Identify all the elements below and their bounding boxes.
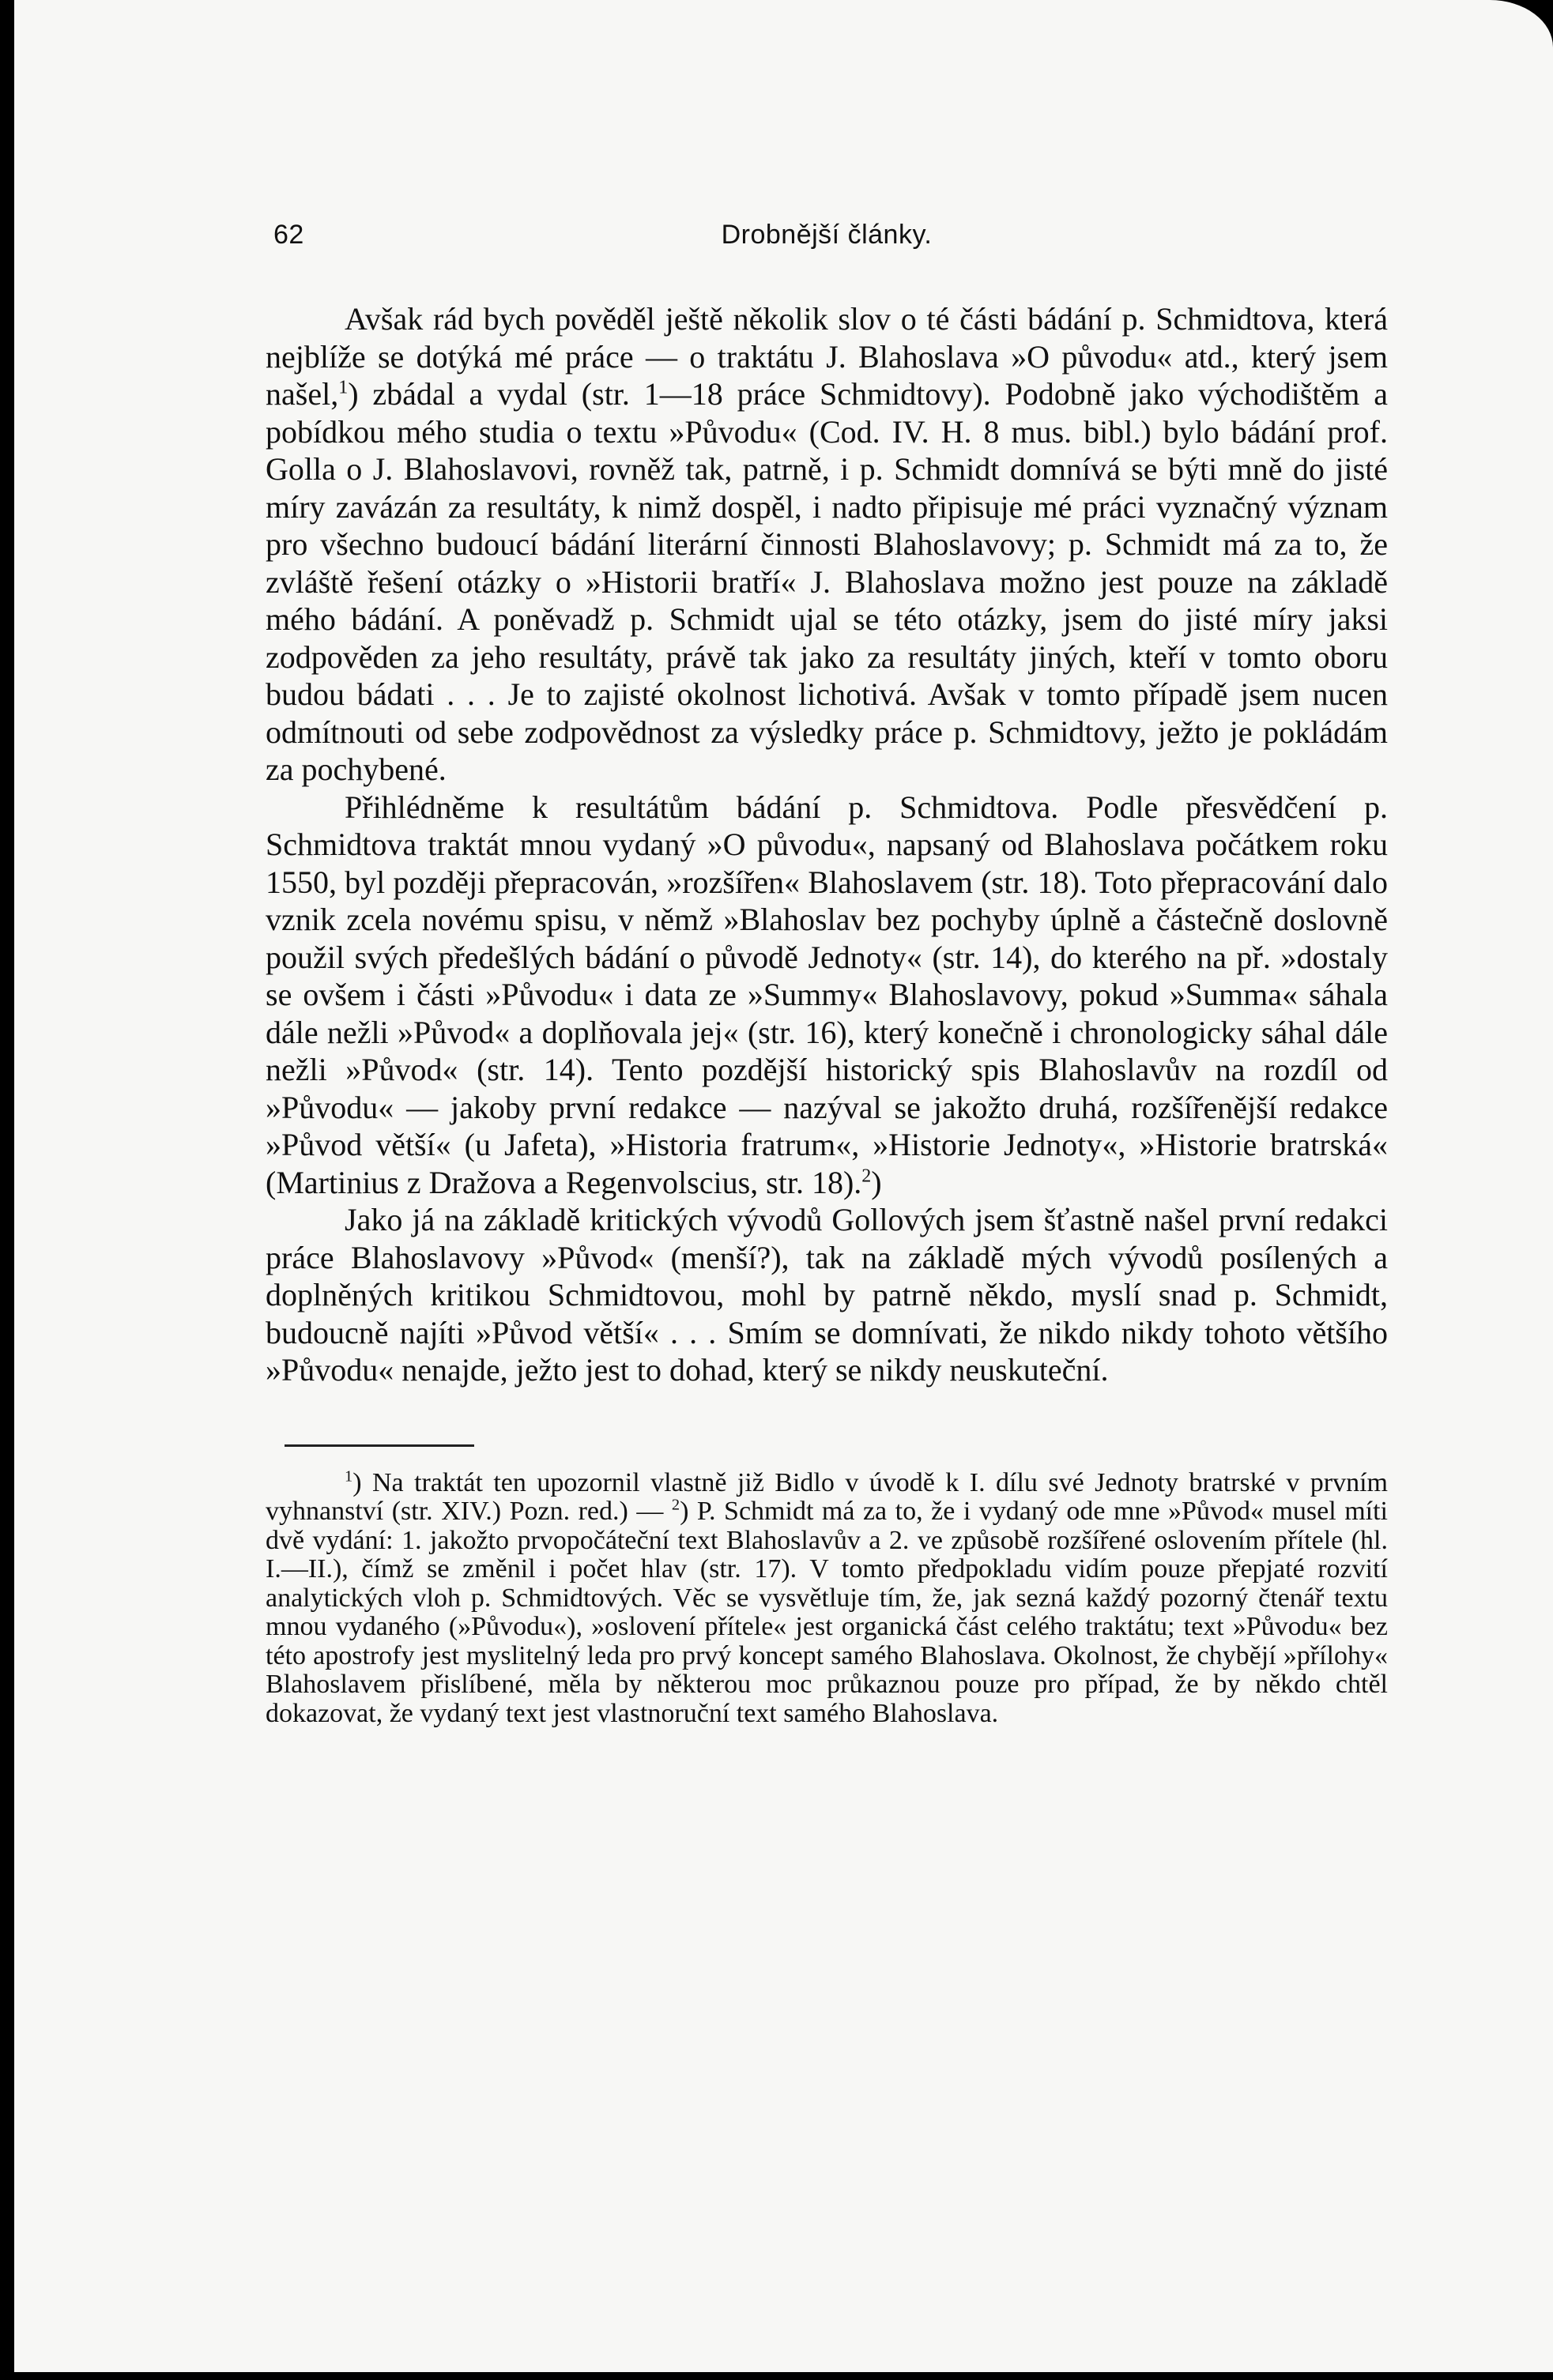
paragraph-2-text-a: Přihlédněme k resultátům bádání p. Schmidtova. Podle přesvědčení p. Schmidtova traktát mnou vydaný »O původu«, napsaný od Blahoslava počátkem roku 1550, byl později přepracován, »rozšířen« Blahoslavem (str. 18). Toto přepracování dalo vznik zcela novému spisu, v němž »Blahoslav bez pochyby úplně a částečně doslovně použil svých předešlých bádání o původě Jednoty« (str. 14), do kterého na př. »dostaly se ovšem i části »Původu« i data ze »Summy« Blahoslavovy, pokud »Summa« sáhala dále nežli »Původ« a doplňovala jej« (str. 16), který konečně i chronologicky sáhal dále nežli »Původ« (str. 14). Tento pozdější historický spis Blahoslavův na rozdíl od »Původu« — jakoby první redakce — nazýval se jakožto druhá, rozšířenější redakce »Původ větší« (u Jafeta), »Historia fratrum«, »Historie Jednoty«, »Historie bratrská« (Martinius z Dražova a Regenvolscius, str. 18). bbox=[266, 789, 1388, 1200]
page-number: 62 bbox=[273, 220, 304, 250]
body-text bbox=[266, 300, 1388, 1389]
footnote-separator bbox=[285, 1444, 474, 1447]
footnote-ref-2: 2 bbox=[861, 1166, 872, 1187]
footnotes bbox=[266, 1469, 1388, 1729]
footnote-1-text: ) Na traktát ten upozornil vlastně již Bidlo v úvodě k I. dílu své Jednoty bratrské v prvním vyhnanství (str. XIV.) Pozn. red.) — bbox=[266, 1467, 1388, 1526]
paragraph-1 bbox=[266, 300, 1388, 789]
footnote-ref-1: 1 bbox=[338, 377, 349, 398]
paragraph-2-text-b: ) bbox=[871, 1164, 882, 1200]
paragraph-1-text-a: Avšak rád bych pověděl ještě několik slov o té části bádání p. Schmidtova, která nejblíže se dotýká mé práce — o traktátu J. Blahoslava »O původu« atd., který jsem našel, bbox=[266, 301, 1388, 412]
footnote-2-text: ) P. Schmidt má za to, že i vydaný ode mne »Původ« musel míti dvě vydání: 1. jakožto prvopočáteční text Blahoslavův a 2. ve způsobě rozšířené oslovením přítele (hl. I.—II.), čímž se změnil i počet hlav (str. 17). V tomto předpokladu vidím pouze přepjaté rozvití analytických vloh p. Schmidtových. Věc se vysvětluje tím, že, jak sezná každý pozorný čtenář textu mnou vydaného (»Původu«), »oslovení přítele« jest organická část celého traktátu; text »Původu« bez této apostrofy jest myslitelný leda pro prvý koncept samého Blahoslava. Okolnost, že chybějí »přílohy« Blahoslavem přislíbené, měla by některou moc průkaznou pouze pro případ, že by někdo chtěl dokazovat, že vydaný text jest vlastnoruční text samého Blahoslava. bbox=[266, 1497, 1388, 1728]
page bbox=[14, 0, 1553, 2372]
footnote-block bbox=[266, 1469, 1388, 1729]
paragraph-3 bbox=[266, 1201, 1388, 1389]
paragraph-2 bbox=[266, 789, 1388, 1202]
footnote-marker-2: 2 bbox=[671, 1496, 680, 1514]
paragraph-1-text-b: ) zbádal a vydal (str. 1—18 práce Schmidtovy). Podobně jako východištěm a pobídkou mého studia o textu »Původu« (Cod. IV. H. 8 mus. bibl.) bylo bádání prof. Golla o J. Blahoslavovi, rovněž tak, patrně, i p. Schmidt domnívá se býti mně do jisté míry zavázán za resultáty, k nimž dospěl, i nadto připisuje mé práci vyznačný význam pro všechno budoucí bádání literární činnosti Blahoslavovy; p. Schmidt má za to, že zvláště řešení otázky o »Historii bratří« J. Blahoslava možno jest pouze na základě mého bádání. A poněvadž p. Schmidt ujal se této otázky, jsem do jisté míry jaksi zodpověden za jeho resultáty, právě tak jako za resultáty jiných, kteří v tomto oboru budou bádati . . . Je to zajisté okolnost lichotivá. Avšak v tomto případě jsem nucen odmítnouti od sebe zodpovědnost za výsledky práce p. Schmidtovy, ježto je pokládám za pochybené. bbox=[266, 376, 1388, 787]
footnote-marker-1: 1 bbox=[345, 1467, 353, 1486]
page-content bbox=[266, 212, 1388, 1728]
paragraph-3-text: Jako já na základě kritických vývodů Gollových jsem šťastně našel první redakci práce Blahoslavovy »Původ« (menší?), tak na základě mých vývodů posílených a doplněných kritikou Schmidtovou, mohl by patrně někdo, myslí snad p. Schmidt, budoucně najíti »Původ větší« . . . Smím se domnívati, že nikdo nikdy tohoto většího »Původu« nenajde, ježto jest to dohad, který se nikdy neuskuteční. bbox=[266, 1202, 1388, 1388]
running-title: Drobnější články. bbox=[721, 220, 933, 250]
page-header bbox=[266, 212, 1388, 259]
